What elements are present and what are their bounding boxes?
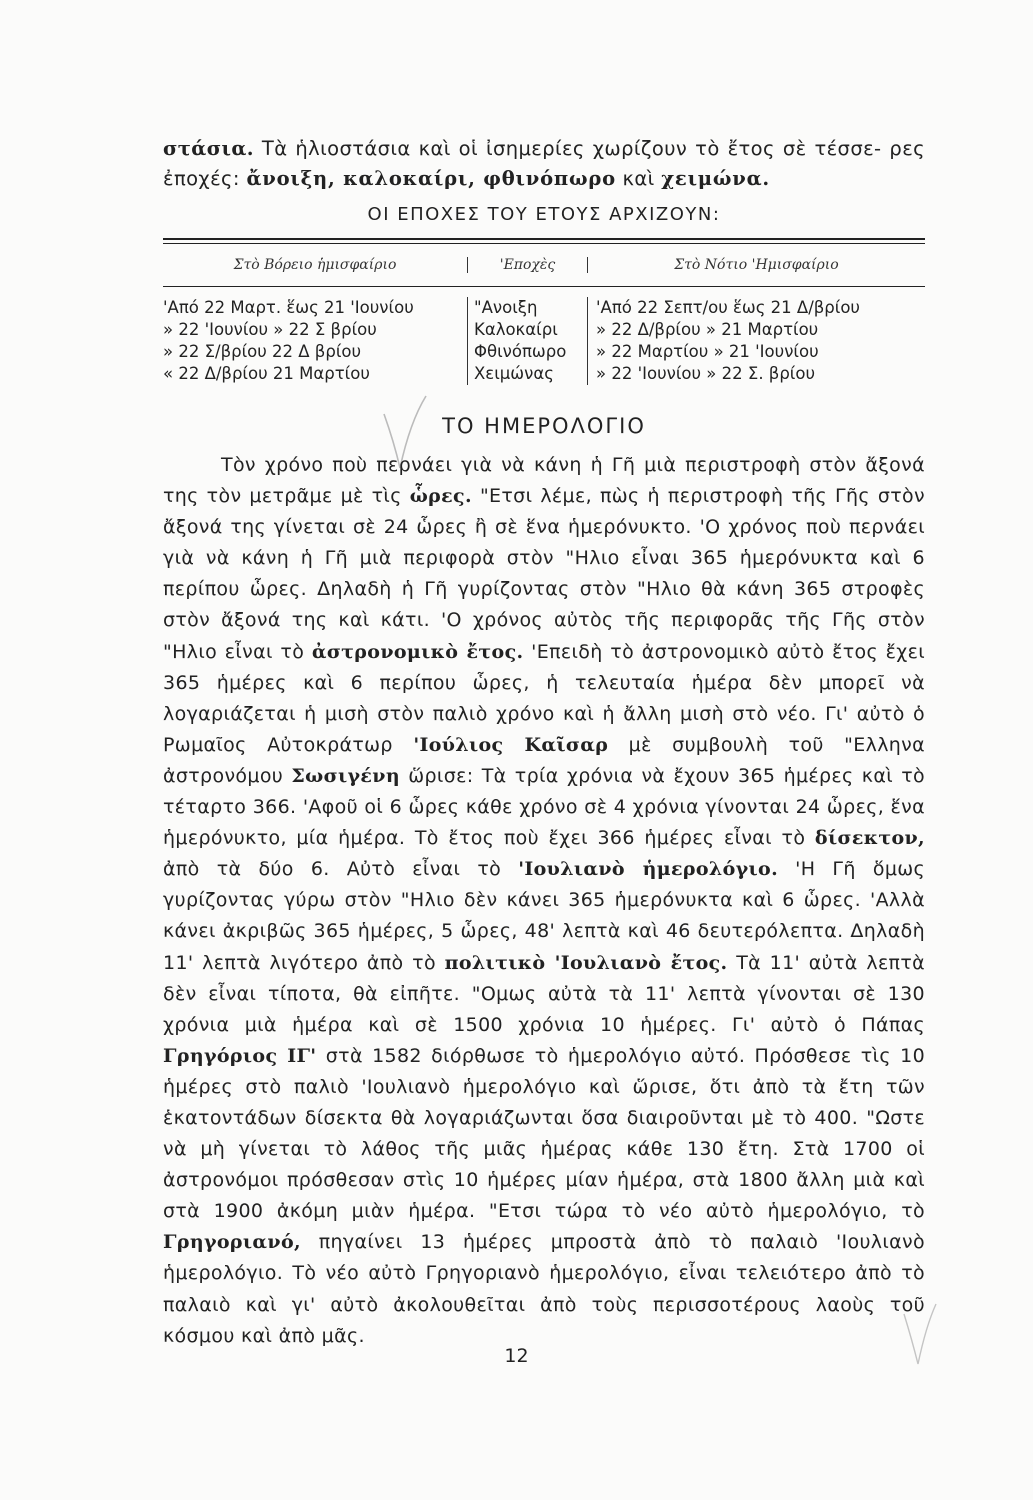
cell-season: Καλοκαίρι — [467, 319, 587, 341]
cell-south: » 22 'Ιουνίου » 22 Σ. βρίου — [587, 363, 925, 385]
intro-text: Τὰ ἡλιοστάσια καὶ οἱ ἰσημερίες χωρίζουν τὸ ἔτος σὲ τέσσε- — [261, 137, 882, 160]
table-header-row — [163, 244, 925, 286]
table-row — [163, 319, 925, 341]
cell-south: » 22 Δ/βρίου » 21 Μαρτίου — [587, 319, 925, 341]
body-text: Τὰ 11' αὐτὰ λεπτὰ δὲν εἶναι τίποτα, θὰ εἰπῆτε. "Ομως αὐτὰ τὰ 11' λεπτὰ γίνονται σὲ 130 χρόνια μιὰ ἡμέρα καὶ σὲ 1500 χρόνια 10 ἡμέρες. Γι' αὐτὸ ὁ Πάπας — [163, 951, 926, 1036]
table-row — [163, 363, 925, 385]
body-text: 'Η Γῆ ὅμως γυρίζοντας γύρω στὸν "Ηλιο δὲν κάνει 365 ἡμερόνυκτα καὶ 6 ὧρες. 'Αλλὰ κάνει ἀκριβῶς 365 ἡμέρες, 5 ὧρες, 48' λεπτὰ καὶ 46 δευτερόλεπτα. Δηλαδὴ 11' λεπτὰ λιγότερο ἀπὸ τὸ — [163, 858, 926, 974]
cell-south: » 22 Μαρτίου » 21 'Ιουνίου — [587, 341, 925, 363]
seasons-list: ἄνοιξη, καλοκαίρι, φθινόπωρο — [246, 167, 616, 190]
cell-season: "Ανοιξη — [467, 297, 587, 319]
intro-paragraph — [163, 134, 925, 194]
bold-leap-year: δίσεκτον, — [814, 827, 925, 850]
bold-civil-julian-year: πολιτικὸ 'Ιουλιανὸ ἔτος. — [444, 951, 728, 974]
table-rule-top — [163, 238, 925, 240]
cell-north: » 22 'Ιουνίου » 22 Σ βρίου — [163, 320, 377, 339]
calendar-paragraph — [163, 450, 925, 1352]
body-text: μὲ συμβουλὴ τοῦ "Ελληνα ἀστρονόμου — [163, 733, 926, 787]
header-seasons: 'Εποχὲς — [467, 257, 587, 273]
body-text: "Ετσι λέμε, πὼς ἡ περιστροφὴ τῆς Γῆς στὸν ἄξονά της γίνεται σὲ 24 ὧρες ἢ σὲ ἕνα ἡμερόνυκτο. 'Ο χρόνος ποὺ περνάει γιὰ νὰ κάνη ἡ Γῆ μιὰ περιφορὰ στὸν "Ηλιο εἶναι 365 ἡμερόνυκτα καὶ 6 περίπου ὧρες. Δηλαδὴ ἡ Γῆ γυρίζοντας στὸν "Ηλιο θὰ κάνη 365 στροφὲς στὸν ἄξονά της καὶ κάτι. 'Ο χρόνος αὐτὸς τῆς περιφορᾶς τῆς Γῆς στὸν "Ηλιο εἶναι τὸ — [163, 485, 925, 663]
body-text: Τὸν χρόνο ποὺ περνάει γιὰ νὰ κάνη ἡ Γῆ μιὰ περιστροφὴ στὸν ἄξονά της τὸν μετρᾶμε μὲ τὶς — [163, 454, 925, 508]
header-north: Στὸ Βόρειο ἡμισφαίριο — [233, 257, 397, 273]
header-south: Στὸ Νότιο 'Ημισφαίριο — [587, 257, 925, 273]
body-text: 'Επειδὴ τὸ ἀστρονομικὸ αὐτὸ ἔτος ἔχει 365 ἡμέρες καὶ 6 περίπου ὧρες, ἡ τελευταία ἡμέρα δὲν μπορεῖ νὰ λογαριάζεται ἡ μισὴ στὸν παλιὸ χρόνο καὶ ἡ ἄλλη μισὴ στὸ νέο. Γι' αὐτὸ ὁ Ρωμαῖος Αὐτοκράτωρ — [163, 640, 926, 756]
table-body — [163, 297, 925, 385]
calendar-body-text — [163, 450, 925, 1352]
bold-julian-calendar: 'Ιουλιανὸ ἡμερολόγιο. — [518, 858, 779, 881]
cell-north: 'Από 22 Μαρτ. ἕως 21 'Ιουνίου — [163, 298, 414, 317]
body-text: στὰ 1582 διόρθωσε τὸ ἡμερολόγιο αὐτό. Πρόσθεσε τὶς 10 ἡμέρες στὸ παλιὸ 'Ιουλιανὸ ἡμερολόγιο καὶ ὥρισε, ὅτι ἀπὸ τὰ ἔτη τῶν ἑκατοντάδων δίσεκτα θὰ λογαριάζωνται ὅσα διαιροῦνται μὲ τὸ 400. "Ωστε νὰ μὴ γίνεται τὸ λάθος τῆς μιᾶς ἡμέρας κάθε 130 ἔτη. Στὰ 1700 οἱ ἀστρονόμοι πρόσθεσαν στὶς 10 ἡμέρες μίαν ἡμέρα, στὰ 1800 ἄλλη μιὰ καὶ στὰ 1900 ἀκόμη μιὰν ἡμέρα. "Ετσι τώρα τὸ νέο αὐτὸ ἡμερολόγιο, τὸ — [163, 1044, 926, 1223]
bold-julius-caesar: 'Ιούλιος Καῖσαρ — [413, 733, 609, 756]
table-rule-mid — [163, 286, 925, 287]
bold-sosigenes: Σωσιγένη — [291, 764, 401, 787]
intro-conj: καὶ — [622, 167, 655, 190]
body-text: ἀπὸ τὰ δύο 6. Αὐτὸ εἶναι τὸ — [163, 858, 502, 881]
cell-north: » 22 Σ/βρίου 22 Δ βρίου — [163, 342, 362, 361]
page-number: 12 — [504, 1345, 529, 1367]
cell-season: Χειμώνας — [467, 363, 587, 385]
winter-word: χειμώνα. — [661, 167, 770, 190]
body-text: πηγαίνει 13 ἡμέρες μπροστὰ ἀπὸ τὸ παλαιὸ 'Ιουλιανὸ ἡμερολόγιο. Τὸ νέο αὐτὸ Γρηγοριανὸ ἡμερολόγιο, εἶναι τελειότερο ἀπὸ τὸ παλαιὸ καὶ γι' αὐτὸ ἀκολουθεῖται ἀπὸ τοὺς περισσοτέρους λαοὺς τοῦ κόσμου καὶ ἀπὸ μᾶς. — [163, 1231, 925, 1347]
bold-gregorian: Γρηγοριανό, — [163, 1231, 301, 1254]
body-text: ὥρισε: Τὰ τρία χρόνια νὰ ἔχουν 365 ἡμέρες καὶ τὸ τέταρτο 366. 'Αφοῦ οἱ 6 ὧρες κάθε χρόνο σὲ 4 χρόνια γίνονται 24 ὧρες, ἕνα ἡμερόνυκτο, μία ἡμέρα. Τὸ ἔτος ποὺ ἔχει 366 ἡμέρες εἶναι τὸ — [163, 764, 926, 850]
cell-north: « 22 Δ/βρίου 21 Μαρτίου — [163, 364, 370, 383]
intro-text-2: ρες ἐποχές: — [163, 137, 925, 190]
bold-astronomical-year: ἀστρονομικὸ ἔτος. — [311, 640, 524, 663]
cell-season: Φθινόπωρο — [467, 341, 587, 363]
table-row — [163, 341, 925, 363]
cell-south: 'Από 22 Σεπτ/ου ἕως 21 Δ/βρίου — [587, 297, 925, 319]
seasons-table — [163, 238, 925, 385]
table-title: ΟΙ ΕΠΟΧΕΣ ΤΟΥ ΕΤΟΥΣ ΑΡΧΙΖΟΥΝ: — [367, 204, 721, 225]
intro-lead-word: στάσια. — [163, 137, 254, 160]
section-heading: ΤΟ ΗΜΕΡΟΛΟΓΙΟ — [442, 414, 646, 438]
table-row — [163, 297, 925, 319]
bold-gregory-xiii: Γρηγόριος ΙΓ' — [163, 1044, 317, 1067]
bold-hours: ὧρες. — [409, 485, 472, 508]
